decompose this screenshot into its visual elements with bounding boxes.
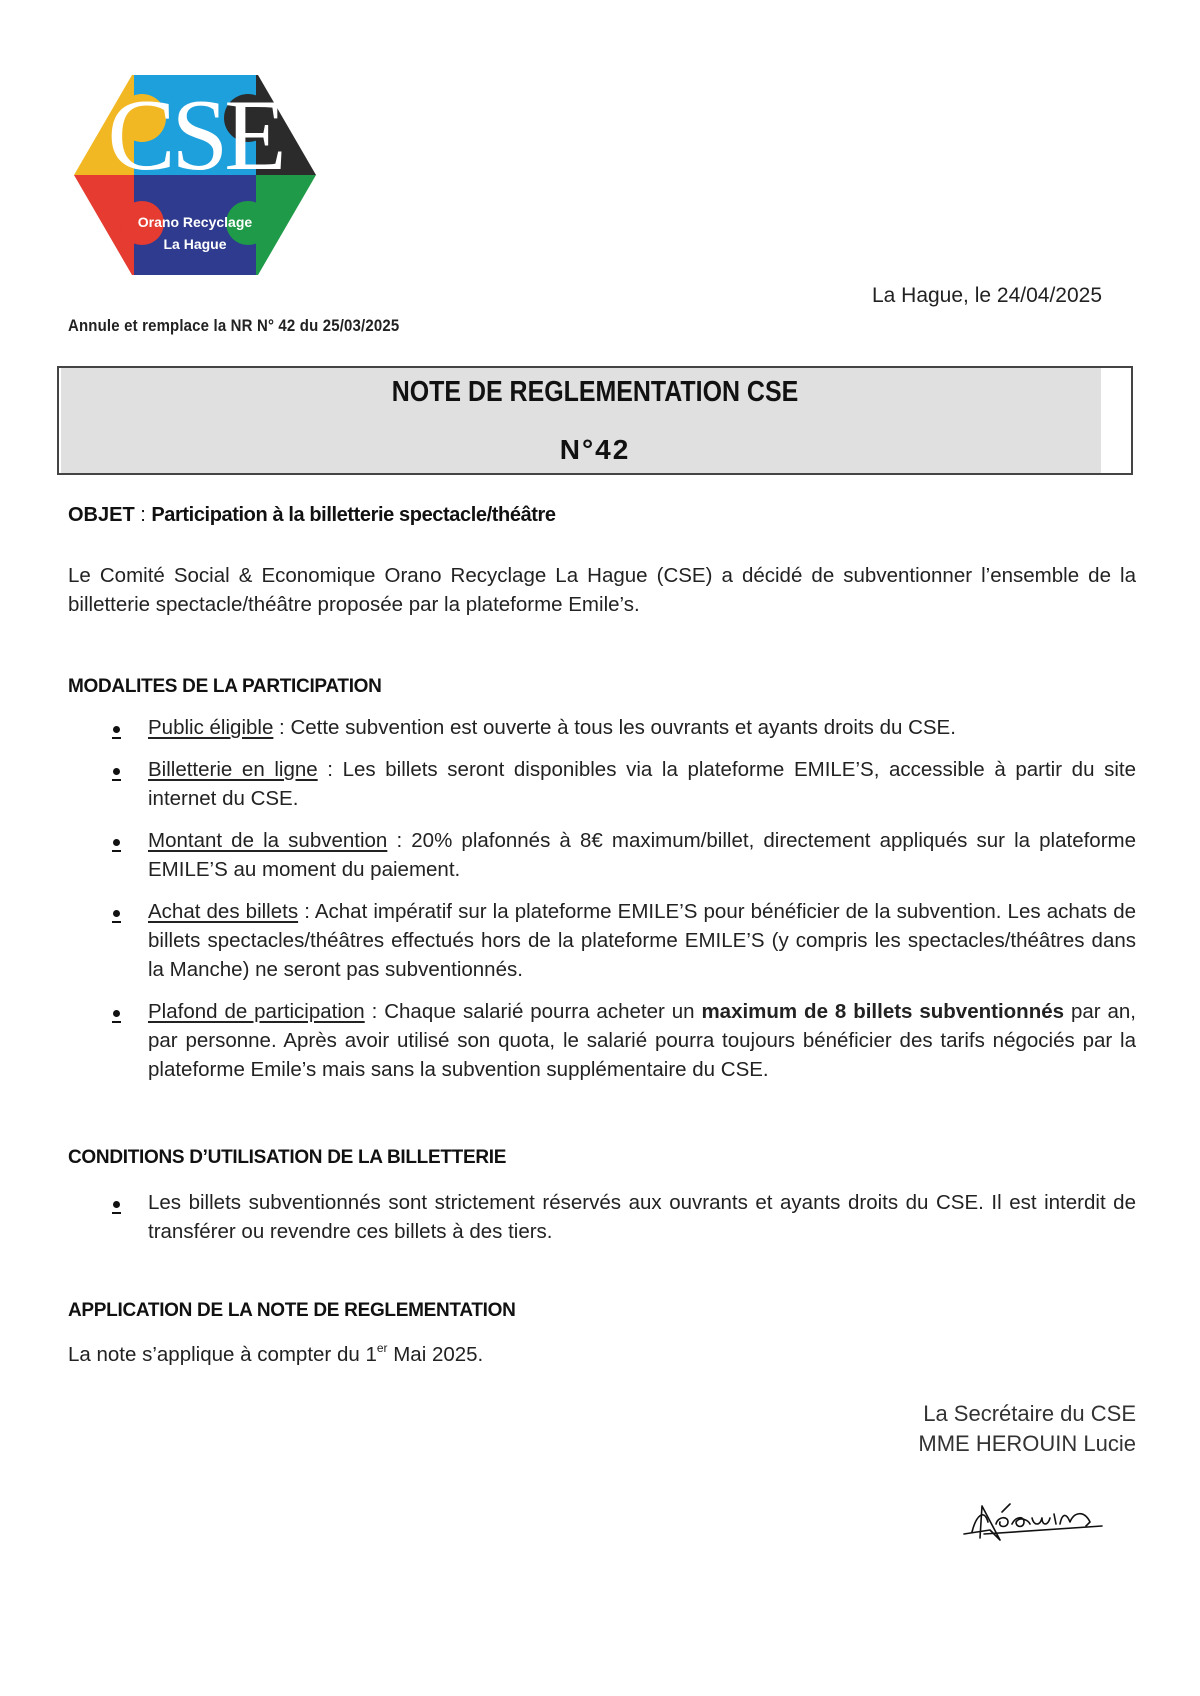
- subject-label: OBJET: [68, 504, 135, 526]
- item-text: : Les billets seront disponibles via la plateforme EMILE’S, accessible à partir du site internet du CSE.: [148, 758, 1136, 810]
- item-text: : 20% plafonnés à 8€ maximum/billet, directement appliqués sur la plateforme EMILE’S au moment du paiement.: [148, 829, 1136, 881]
- item-label: Montant de la subvention: [148, 829, 388, 852]
- list-item: [108, 1188, 1136, 1246]
- title-box: [57, 366, 1133, 475]
- item-emphasis: maximum de 8 billets subventionnés: [701, 1000, 1065, 1023]
- section-heading-application: APPLICATION DE LA NOTE DE REGLEMENTATION: [68, 1300, 516, 1321]
- cse-logo: [72, 73, 318, 277]
- list-item: [108, 897, 1136, 984]
- logo-line2: La Hague: [163, 236, 227, 252]
- handwritten-signature-icon: [962, 1496, 1122, 1546]
- subject-text: Participation à la billetterie spectacle/théâtre: [151, 504, 556, 526]
- signature-block: [918, 1399, 1136, 1459]
- application-text-end: Mai 2025.: [387, 1343, 484, 1366]
- document-number: N°42: [559, 434, 631, 465]
- signatory-role: La Secrétaire du CSE: [923, 1401, 1136, 1426]
- logo-line1: Orano Recyclage: [137, 214, 253, 230]
- list-item: [108, 826, 1136, 884]
- conditions-list: [108, 1188, 1136, 1259]
- intro-paragraph: Le Comité Social & Economique Orano Recyclage La Hague (CSE) a décidé de subventionner l’ensemble de la billetterie spectacle/théâtre proposée par la plateforme Emile’s.: [68, 564, 1136, 616]
- item-label: Public éligible: [148, 716, 274, 739]
- subject-line: [68, 504, 556, 527]
- logo-title: CSE: [107, 79, 283, 192]
- item-label: Achat des billets: [148, 900, 299, 923]
- item-text: : Achat impératif sur la plateforme EMILE’S pour bénéficier de la subvention. Les achats de billets spectacles/théâtres effectués hors de la plateforme EMILE’S (y compris les spectacles/théâtres dans la Manche) ne seront pas subventionnés.: [148, 900, 1137, 981]
- item-text: : Chaque salarié pourra acheter un: [364, 1000, 702, 1023]
- document-title: NOTE DE REGLEMENTATION CSE: [391, 376, 799, 408]
- modalites-list: [108, 713, 1136, 1097]
- application-text-start: La note s’applique à compter du 1: [68, 1343, 377, 1366]
- list-item: [108, 713, 1136, 742]
- list-item: [108, 997, 1136, 1084]
- subject-separator: :: [134, 504, 152, 526]
- signatory-name: MME HEROUIN Lucie: [918, 1431, 1136, 1456]
- item-text: Les billets subventionnés sont strictement réservés aux ouvrants et ayants droits du CSE. Il est interdit de transférer ou revendre ces billets à des tiers.: [148, 1191, 1136, 1243]
- item-label: Billetterie en ligne: [148, 758, 318, 781]
- list-item: [108, 755, 1136, 813]
- section-heading-modalites: MODALITES DE LA PARTICIPATION: [68, 676, 382, 697]
- application-text: [68, 1341, 483, 1367]
- supersedes-note: Annule et remplace la NR N° 42 du 25/03/2025: [68, 316, 400, 335]
- section-heading-conditions: CONDITIONS D’UTILISATION DE LA BILLETTERIE: [68, 1147, 507, 1168]
- item-text: : Cette subvention est ouverte à tous les ouvrants et ayants droits du CSE.: [273, 716, 956, 739]
- ordinal-superscript: er: [376, 1341, 388, 1355]
- document-date: La Hague, le 24/04/2025: [871, 284, 1102, 307]
- item-text: par an, par personne. Après avoir utilisé son quota, le salarié pourra toujours bénéficier des tarifs négociés par la plateforme Emile’s mais sans la subvention supplémentaire du CSE.: [148, 1000, 1136, 1081]
- item-label: Plafond de participation: [148, 1000, 365, 1023]
